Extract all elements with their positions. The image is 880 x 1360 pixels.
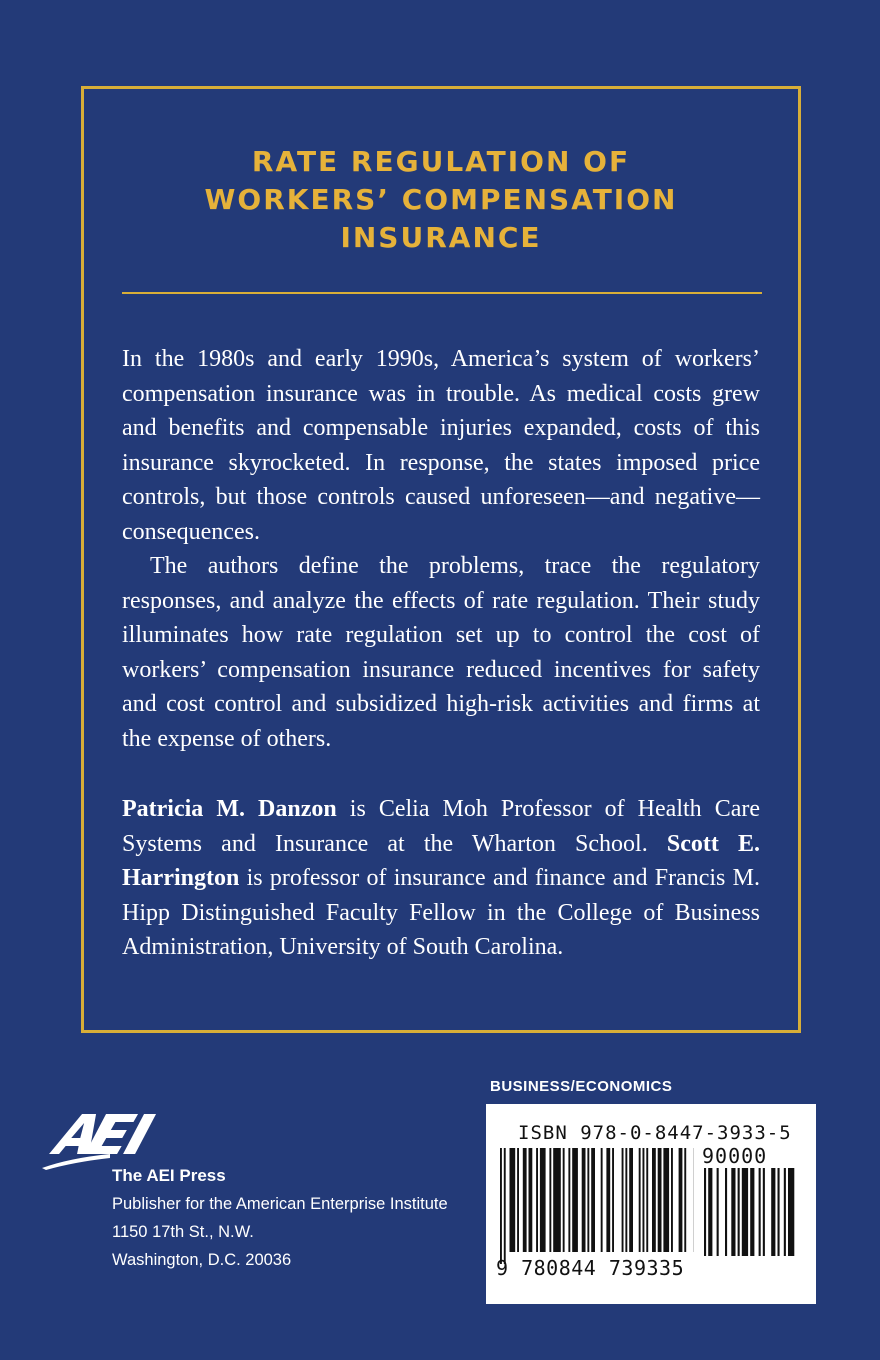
barcode-bar bbox=[529, 1148, 533, 1252]
barcode-bar bbox=[625, 1148, 627, 1252]
barcode-bar bbox=[646, 1148, 648, 1252]
author-1-bio: is Celia Moh Professor of Health Care Systems and Insurance at the Wharton School. bbox=[122, 796, 761, 857]
barcode-bar bbox=[663, 1148, 669, 1252]
publisher-info bbox=[112, 1162, 448, 1274]
barcode-bar bbox=[601, 1148, 603, 1252]
title-line-3: INSURANCE bbox=[340, 221, 542, 254]
barcode-bar bbox=[708, 1168, 712, 1256]
publisher-line-1: Publisher for the American Enterprise Institute bbox=[112, 1195, 448, 1213]
blurb-paragraph-1: In the 1980s and early 1990s, America’s system of workers’ compensation insurance was in trouble. As medical costs grew and benefits and compensable injuries expanded, costs of this insurance skyrocketed. In response, the states imposed price controls, but those controls caused unforeseen—and negative—consequences. bbox=[122, 346, 760, 545]
isbn-label: ISBN 978-0-8447-3933-5 bbox=[518, 1122, 792, 1144]
book-title bbox=[84, 143, 798, 257]
barcode-bar bbox=[784, 1168, 786, 1256]
barcode-bar bbox=[704, 1168, 706, 1256]
barcode-bar bbox=[717, 1168, 719, 1256]
addon-barcode bbox=[702, 1168, 802, 1258]
title-divider bbox=[122, 292, 762, 294]
barcode-bar bbox=[639, 1148, 641, 1252]
barcode-bar bbox=[568, 1148, 570, 1252]
barcode-bar bbox=[536, 1148, 538, 1252]
barcode-bar bbox=[612, 1148, 614, 1252]
barcode-bar bbox=[553, 1148, 561, 1252]
barcode-bar bbox=[540, 1148, 546, 1252]
subject-category: BUSINESS/ECONOMICS bbox=[490, 1078, 673, 1095]
price-code: 90000 bbox=[702, 1144, 768, 1168]
author-bio bbox=[122, 792, 760, 965]
barcode-bar bbox=[591, 1148, 595, 1252]
barcode-bar bbox=[731, 1168, 735, 1256]
author-2-name: Scott E. Harrington bbox=[122, 830, 760, 891]
barcode-bar bbox=[763, 1168, 765, 1256]
barcode-bar bbox=[629, 1148, 633, 1252]
barcode-bar bbox=[587, 1148, 589, 1252]
blurb bbox=[122, 342, 760, 965]
publisher-line-2: 1150 17th St., N.W. bbox=[112, 1223, 254, 1241]
barcode-bar bbox=[679, 1148, 683, 1252]
barcode-bar bbox=[500, 1148, 502, 1264]
press-name: The AEI Press bbox=[112, 1166, 226, 1185]
author-1-name: Patricia M. Danzon bbox=[122, 796, 337, 822]
barcode-bar bbox=[788, 1168, 794, 1256]
barcode-bar bbox=[652, 1148, 656, 1252]
barcode-bar bbox=[759, 1168, 761, 1256]
barcode-bar bbox=[504, 1148, 506, 1264]
ean-digits: 9 780844 739335 bbox=[496, 1256, 685, 1280]
barcode-bar bbox=[742, 1168, 748, 1256]
barcode-panel bbox=[486, 1104, 816, 1304]
barcode-bar bbox=[750, 1168, 754, 1256]
cover-frame bbox=[81, 86, 801, 1033]
title-line-1: RATE REGULATION OF bbox=[251, 145, 631, 178]
barcode-bar bbox=[572, 1148, 578, 1252]
barcode-bar bbox=[582, 1148, 586, 1252]
barcode-bar bbox=[523, 1148, 527, 1252]
blurb-paragraph-2: The authors define the problems, trace the regulatory responses, and analyze the effects of rate regulation. Their study illuminates how rate regulation set up to control the cost of workers’ compensation insurance reduced incentives for safety and cost control and subsidized high-risk activities and firms at the expense of others. bbox=[122, 553, 760, 752]
barcode-bar bbox=[778, 1168, 780, 1256]
barcode-bar bbox=[622, 1148, 624, 1252]
barcode-bar bbox=[658, 1148, 662, 1252]
title-line-2: WORKERS’ COMPENSATION bbox=[204, 183, 678, 216]
barcode-bar bbox=[563, 1148, 565, 1252]
barcode-bar bbox=[549, 1148, 551, 1252]
barcode-bar bbox=[606, 1148, 610, 1252]
barcode-bar bbox=[671, 1148, 673, 1252]
author-2-bio: is professor of insurance and finance and Francis M. Hipp Distinguished Faculty Fellow in the College of Business Administration, University of South Carolina. bbox=[122, 865, 760, 960]
publisher-line-3: Washington, D.C. 20036 bbox=[112, 1251, 292, 1269]
barcode-bar bbox=[725, 1168, 727, 1256]
barcode-bar bbox=[510, 1148, 516, 1252]
barcode-bar bbox=[771, 1168, 775, 1256]
barcode-bar bbox=[738, 1168, 740, 1256]
ean-barcode bbox=[498, 1148, 694, 1266]
barcode-bar bbox=[517, 1148, 519, 1252]
barcode-bar bbox=[684, 1148, 686, 1252]
barcode-bar bbox=[643, 1148, 645, 1252]
